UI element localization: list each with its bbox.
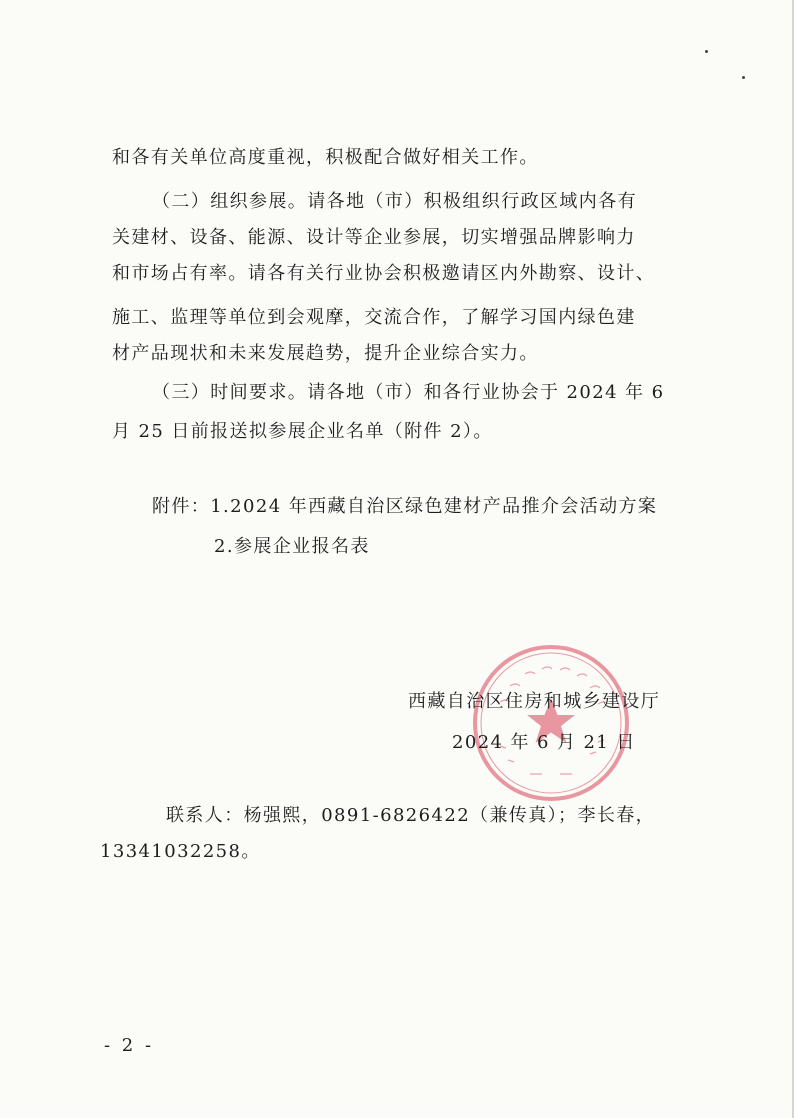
body-line: 材产品现状和未来发展趋势，提升企业综合实力。 bbox=[112, 343, 539, 364]
body-line: 施工、监理等单位到会观摩，交流合作，了解学习国内绿色建 bbox=[112, 307, 636, 328]
body-line: （二）组织参展。请各地（市）积极组织行政区域内各有 bbox=[152, 191, 637, 212]
attachments-label: 附件： bbox=[152, 496, 211, 517]
body-line: 月 25 日前报送拟参展企业名单（附件 2）。 bbox=[112, 421, 493, 442]
official-seal bbox=[470, 642, 632, 804]
signature-org: 西藏自治区住房和城乡建设厅 bbox=[408, 691, 661, 712]
body-line: 和市场占有率。请各有关行业协会积极邀请区内外勘察、设计、 bbox=[112, 263, 656, 284]
signature-date: 2024 年 6 月 21 日 bbox=[452, 732, 636, 753]
page-number: - 2 - bbox=[104, 1035, 155, 1056]
body-line: 关建材、设备、能源、设计等企业参展，切实增强品牌影响力 bbox=[112, 227, 636, 248]
contact-line: 联系人：杨强熙，0891-6826422（兼传真）；李长春， bbox=[166, 805, 656, 826]
scan-speck bbox=[705, 50, 708, 53]
attachment-item-2: 2.参展企业报名表 bbox=[214, 536, 370, 557]
attachments bbox=[152, 495, 657, 519]
scan-speck bbox=[742, 76, 745, 79]
body-line: 和各有关单位高度重视，积极配合做好相关工作。 bbox=[112, 147, 539, 168]
contact-line: 13341032258。 bbox=[100, 841, 261, 862]
attachment-item-1: 1.2024 年西藏自治区绿色建材产品推介会活动方案 bbox=[210, 496, 658, 517]
body-line: （三）时间要求。请各地（市）和各行业协会于 2024 年 6 bbox=[152, 382, 665, 403]
